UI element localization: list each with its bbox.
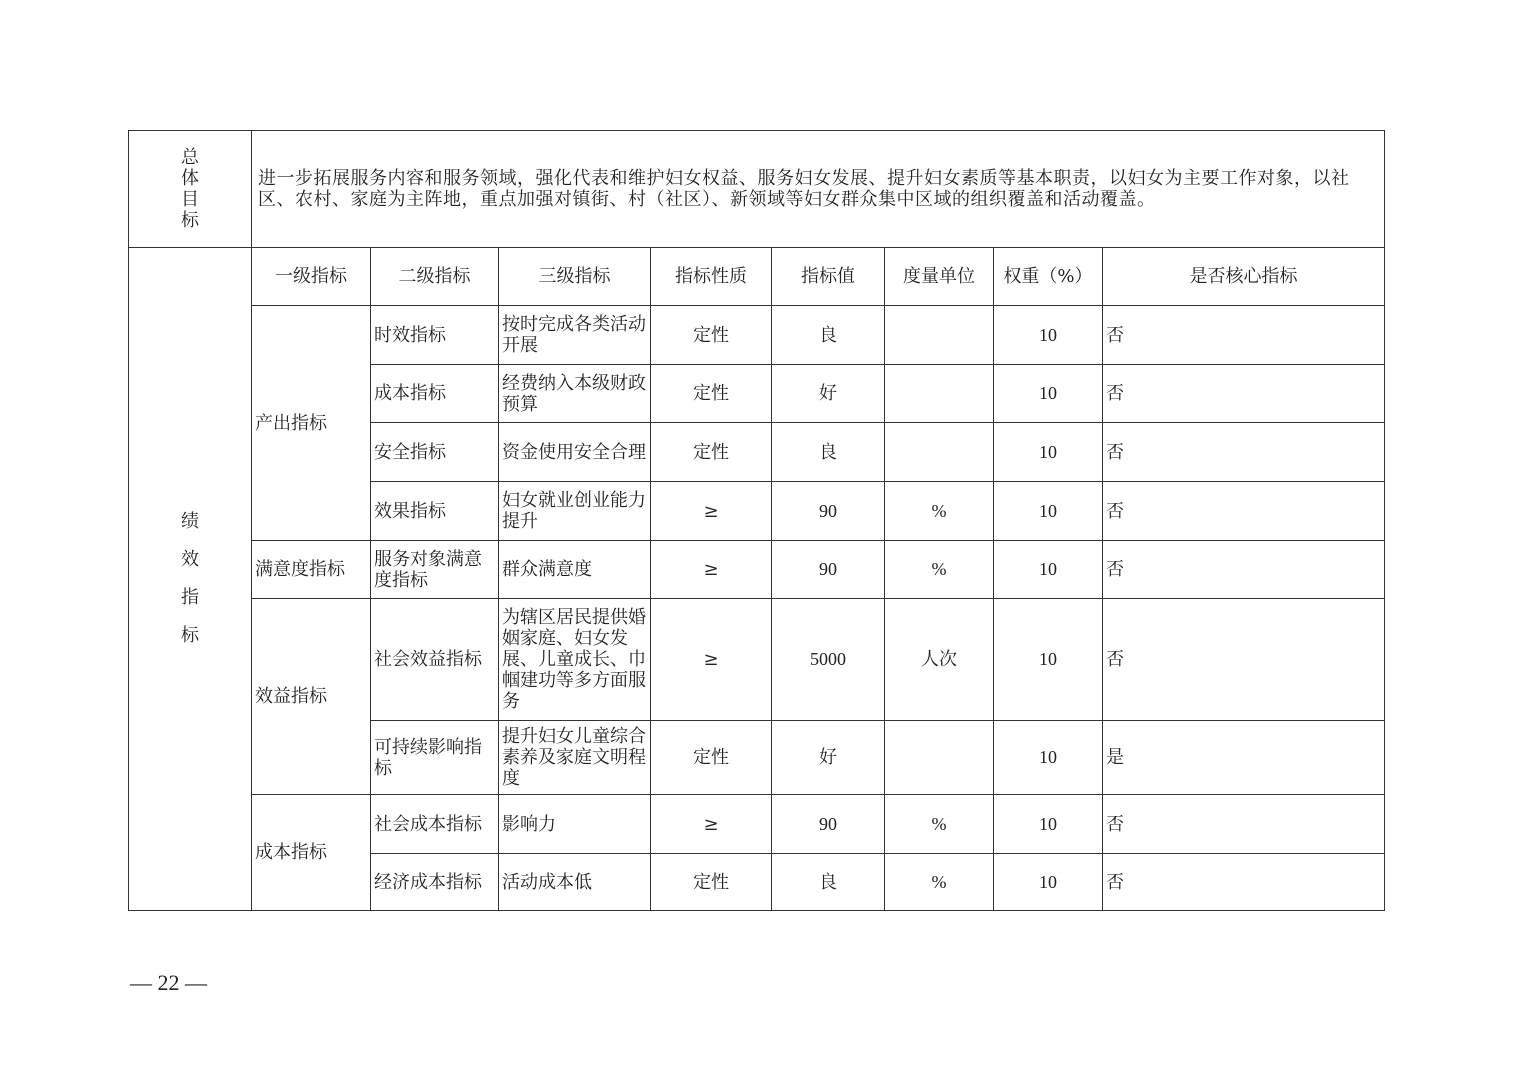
level2-cell: 成本指标 <box>371 365 499 423</box>
value-cell: 良 <box>772 423 885 482</box>
header-core: 是否核心指标 <box>1103 248 1385 306</box>
table-row <box>129 795 1385 854</box>
level2-cell: 时效指标 <box>371 306 499 365</box>
goal-text: 进一步拓展服务内容和服务领域，强化代表和维护妇女权益、服务妇女发展、提升妇女素质等基本职责，以妇女为主要工作对象，以社区、农村、家庭为主阵地，重点加强对镇街、村（社区）、新领域等妇女群众集中区域的组织覆盖和活动覆盖。 <box>252 131 1385 248</box>
header-level3: 三级指标 <box>499 248 651 306</box>
performance-table <box>128 130 1385 911</box>
weight-cell: 10 <box>994 306 1103 365</box>
unit-cell: 人次 <box>885 599 994 721</box>
level2-cell: 社会效益指标 <box>371 599 499 721</box>
header-unit: 度量单位 <box>885 248 994 306</box>
core-cell: 否 <box>1103 365 1385 423</box>
core-cell: 否 <box>1103 599 1385 721</box>
unit-cell: % <box>885 541 994 599</box>
core-cell: 否 <box>1103 541 1385 599</box>
unit-cell: % <box>885 795 994 854</box>
level3-cell: 群众满意度 <box>499 541 651 599</box>
nature-cell: ≥ <box>651 482 772 541</box>
header-weight: 权重（%） <box>994 248 1103 306</box>
level2-cell: 社会成本指标 <box>371 795 499 854</box>
header-level2: 二级指标 <box>371 248 499 306</box>
level3-cell: 提升妇女儿童综合素养及家庭文明程度 <box>499 721 651 795</box>
nature-cell: ≥ <box>651 541 772 599</box>
weight-cell: 10 <box>994 599 1103 721</box>
core-cell: 是 <box>1103 721 1385 795</box>
unit-cell: % <box>885 482 994 541</box>
level3-cell: 资金使用安全合理 <box>499 423 651 482</box>
level3-cell: 为辖区居民提供婚姻家庭、妇女发展、儿童成长、巾帼建功等多方面服务 <box>499 599 651 721</box>
unit-cell <box>885 306 994 365</box>
core-cell: 否 <box>1103 795 1385 854</box>
unit-cell <box>885 365 994 423</box>
level2-cell: 安全指标 <box>371 423 499 482</box>
header-value: 指标值 <box>772 248 885 306</box>
value-cell: 90 <box>772 541 885 599</box>
perf-label: 绩 效 指 标 <box>129 248 252 911</box>
value-cell: 良 <box>772 306 885 365</box>
weight-cell: 10 <box>994 854 1103 911</box>
value-cell: 好 <box>772 365 885 423</box>
table-row <box>129 599 1385 721</box>
table-row <box>129 306 1385 365</box>
level2-cell: 可持续影响指标 <box>371 721 499 795</box>
page-number: — 22 — <box>130 970 207 995</box>
weight-cell: 10 <box>994 482 1103 541</box>
level1-cell: 产出指标 <box>252 306 371 541</box>
value-cell: 好 <box>772 721 885 795</box>
unit-cell <box>885 423 994 482</box>
nature-cell: 定性 <box>651 365 772 423</box>
nature-cell: ≥ <box>651 795 772 854</box>
level3-cell: 影响力 <box>499 795 651 854</box>
unit-cell: % <box>885 854 994 911</box>
nature-cell: 定性 <box>651 854 772 911</box>
core-cell: 否 <box>1103 306 1385 365</box>
weight-cell: 10 <box>994 423 1103 482</box>
level2-cell: 效果指标 <box>371 482 499 541</box>
level3-cell: 按时完成各类活动开展 <box>499 306 651 365</box>
value-cell: 90 <box>772 482 885 541</box>
weight-cell: 10 <box>994 541 1103 599</box>
weight-cell: 10 <box>994 721 1103 795</box>
level3-cell: 活动成本低 <box>499 854 651 911</box>
core-cell: 否 <box>1103 482 1385 541</box>
value-cell: 90 <box>772 795 885 854</box>
core-cell: 否 <box>1103 423 1385 482</box>
nature-cell: 定性 <box>651 423 772 482</box>
header-nature: 指标性质 <box>651 248 772 306</box>
table-row <box>129 541 1385 599</box>
goal-row <box>129 131 1385 248</box>
level1-cell: 满意度指标 <box>252 541 371 599</box>
value-cell: 良 <box>772 854 885 911</box>
level1-cell: 成本指标 <box>252 795 371 911</box>
level3-cell: 妇女就业创业能力提升 <box>499 482 651 541</box>
nature-cell: ≥ <box>651 599 772 721</box>
core-cell: 否 <box>1103 854 1385 911</box>
level2-cell: 经济成本指标 <box>371 854 499 911</box>
unit-cell <box>885 721 994 795</box>
level3-cell: 经费纳入本级财政预算 <box>499 365 651 423</box>
level2-cell: 服务对象满意度指标 <box>371 541 499 599</box>
weight-cell: 10 <box>994 365 1103 423</box>
level1-cell: 效益指标 <box>252 599 371 795</box>
nature-cell: 定性 <box>651 721 772 795</box>
nature-cell: 定性 <box>651 306 772 365</box>
weight-cell: 10 <box>994 795 1103 854</box>
goal-label: 总 体 目 标 <box>129 131 252 248</box>
header-row <box>129 248 1385 306</box>
value-cell: 5000 <box>772 599 885 721</box>
header-level1: 一级指标 <box>252 248 371 306</box>
